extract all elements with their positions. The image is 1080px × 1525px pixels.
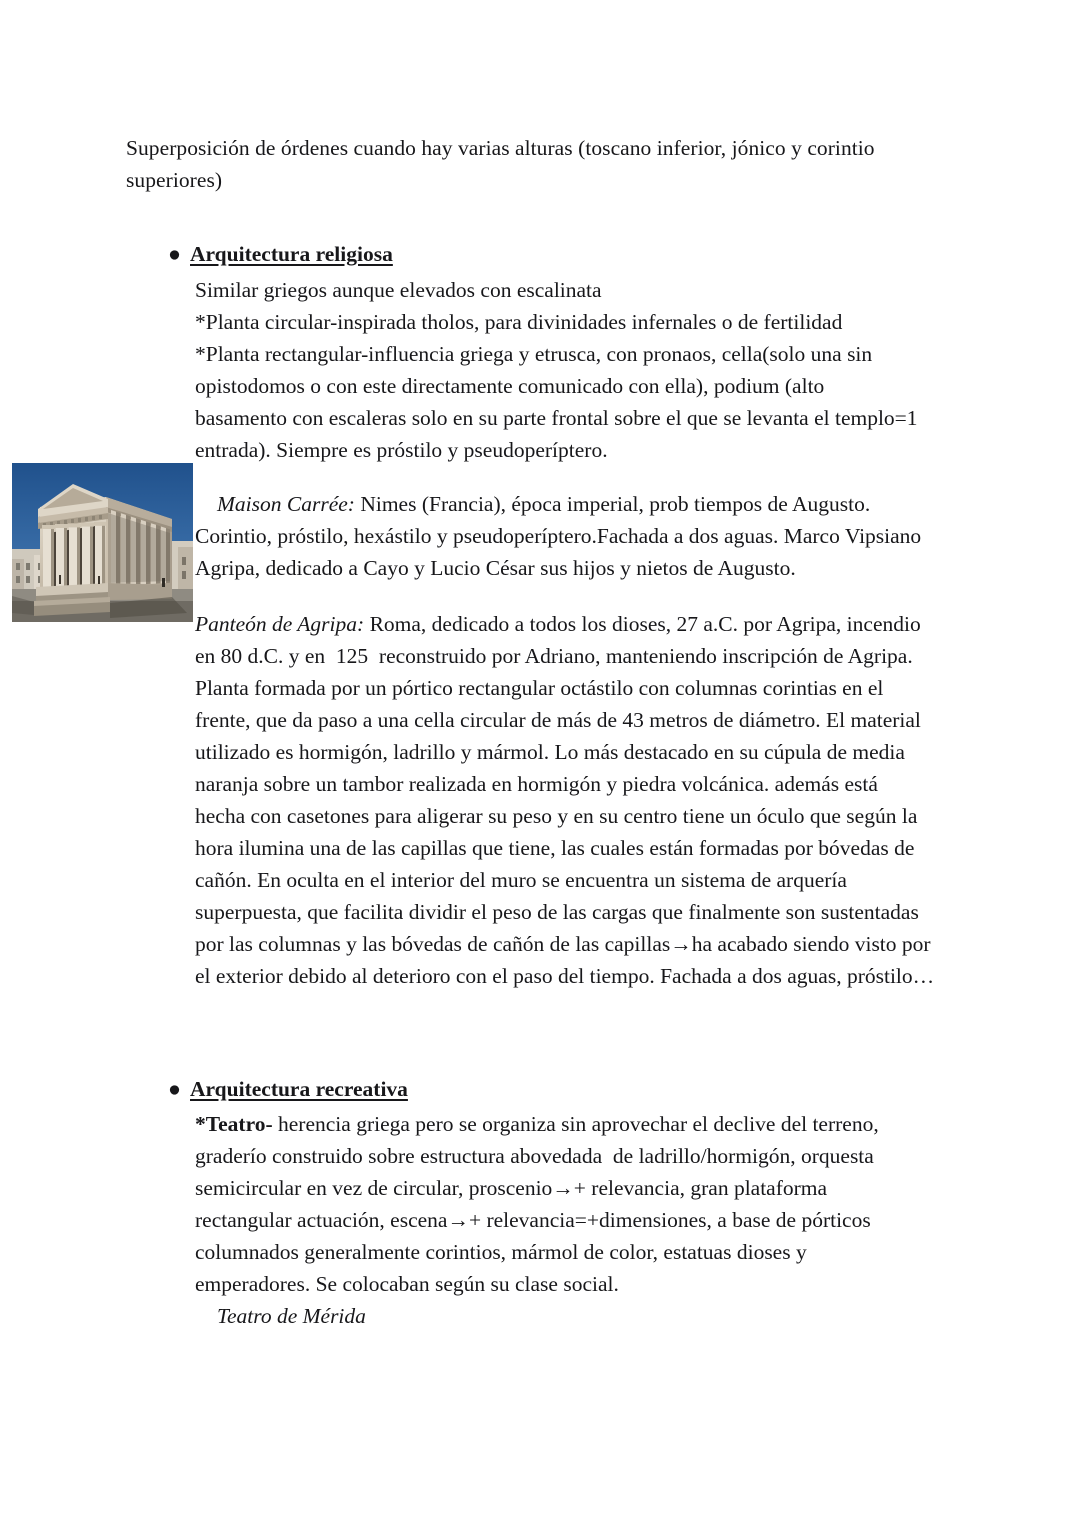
entry-line: frente, que da paso a una cella circular de más de 43 metros de diámetro. El material: [195, 708, 921, 732]
entry-line: hecha con casetones para aligerar su peso y en su centro tiene un óculo que según la: [195, 804, 918, 828]
entry-line: el exterior debido al deterioro con el paso del tiempo. Fachada a dos aguas, próstilo…: [195, 964, 935, 988]
temple-illustration: [12, 463, 193, 622]
subentry-title: Teatro de Mérida: [217, 1304, 366, 1328]
body-line: Similar griegos aunque elevados con escalinata: [195, 278, 602, 302]
section-heading-arquitectura-recreativa: [168, 1073, 408, 1105]
intro-line-2: superiores): [126, 168, 223, 192]
intro-line-1: Superposición de órdenes cuando hay varias alturas (toscano inferior, jónico y corintio: [126, 136, 875, 160]
section-heading-arquitectura-religiosa: [168, 238, 393, 270]
body-text: herencia griega pero se organiza sin aprovechar el declive del terreno,: [272, 1112, 879, 1136]
entry-line: en 80 d.C. y en 125 reconstruido por Adriano, manteniendo inscripción de Agripa.: [195, 644, 913, 668]
body-line: semicircular en vez de circular, proscenio→+ relevancia, gran plataforma: [195, 1176, 828, 1200]
teatro-label: *Teatro-: [195, 1112, 273, 1136]
bullet-icon: ●: [168, 1077, 181, 1101]
body-line: *Planta circular-inspirada tholos, para divinidades infernales o de fertilidad: [195, 310, 843, 334]
body-line: columnados generalmente corintios, mármol de color, estatuas dioses y: [195, 1240, 807, 1264]
entry-line: Agripa, dedicado a Cayo y Lucio César sus hijos y nietos de Augusto.: [195, 556, 796, 580]
entry-title: Panteón de Agripa:: [195, 612, 365, 636]
entry-line: naranja sobre un tambor realizada en hormigón y piedra volcánica. además está: [195, 772, 878, 796]
body-line: graderío construido sobre estructura abovedada de ladrillo/hormigón, orquesta: [195, 1144, 874, 1168]
body-line: [195, 1108, 955, 1140]
bullet-icon: ●: [168, 242, 181, 266]
recreativa-body-lines: [195, 1108, 955, 1332]
entry-line: por las columnas y las bóvedas de cañón de las capillas→ha acabado siendo visto por: [195, 932, 931, 956]
entry-line: hora ilumina una de las capillas que tiene, las cuales están formadas por bóvedas de: [195, 836, 915, 860]
entry-line: Planta formada por un pórtico rectangular octástilo con columnas corintias en el: [195, 676, 884, 700]
body-line: emperadores. Se colocaban según su clase social.: [195, 1272, 619, 1296]
body-line: entrada). Siempre es próstilo y pseudoperíptero.: [195, 438, 608, 462]
body-line: basamento con escaleras solo en su parte frontal sobre el que se levanta el templo=1: [195, 406, 918, 430]
intro-paragraph: [126, 132, 954, 196]
religiosa-body-lines: [195, 274, 955, 466]
entry-line: [195, 488, 955, 520]
entry-text: Roma, dedicado a todos los dioses, 27 a.C. por Agripa, incendio: [364, 612, 921, 636]
entry-line: cañón. En oculta en el interior del muro se encuentra un sistema de arquería: [195, 868, 847, 892]
entry-line: [195, 608, 957, 640]
heading-label: Arquitectura recreativa: [190, 1077, 408, 1101]
entry-line: Corintio, próstilo, hexástilo y pseudoperíptero.Fachada a dos aguas. Marco Vipsiano: [195, 524, 922, 548]
entry-title: Maison Carrée:: [217, 492, 355, 516]
entry-line: superpuesta, que facilita dividir el peso de las cargas que finalmente son sustentadas: [195, 900, 919, 924]
body-line: opistodomos o con este directamente comunicado con ella), podium (alto: [195, 374, 825, 398]
entry-maison-carree: [195, 488, 955, 584]
body-line: *Planta rectangular-influencia griega y etrusca, con pronaos, cella(solo una sin: [195, 342, 873, 366]
body-line: rectangular actuación, escena→+ relevancia=+dimensiones, a base de pórticos: [195, 1208, 871, 1232]
heading-label: Arquitectura religiosa: [190, 242, 393, 266]
body-line: [195, 1300, 955, 1332]
entry-line: utilizado es hormigón, ladrillo y mármol. Lo más destacado en su cúpula de media: [195, 740, 905, 764]
entry-text: Nimes (Francia), época imperial, prob tiempos de Augusto.: [354, 492, 871, 516]
maison-carree-photo: [12, 463, 193, 622]
entry-panteon-de-agripa: [195, 608, 957, 992]
